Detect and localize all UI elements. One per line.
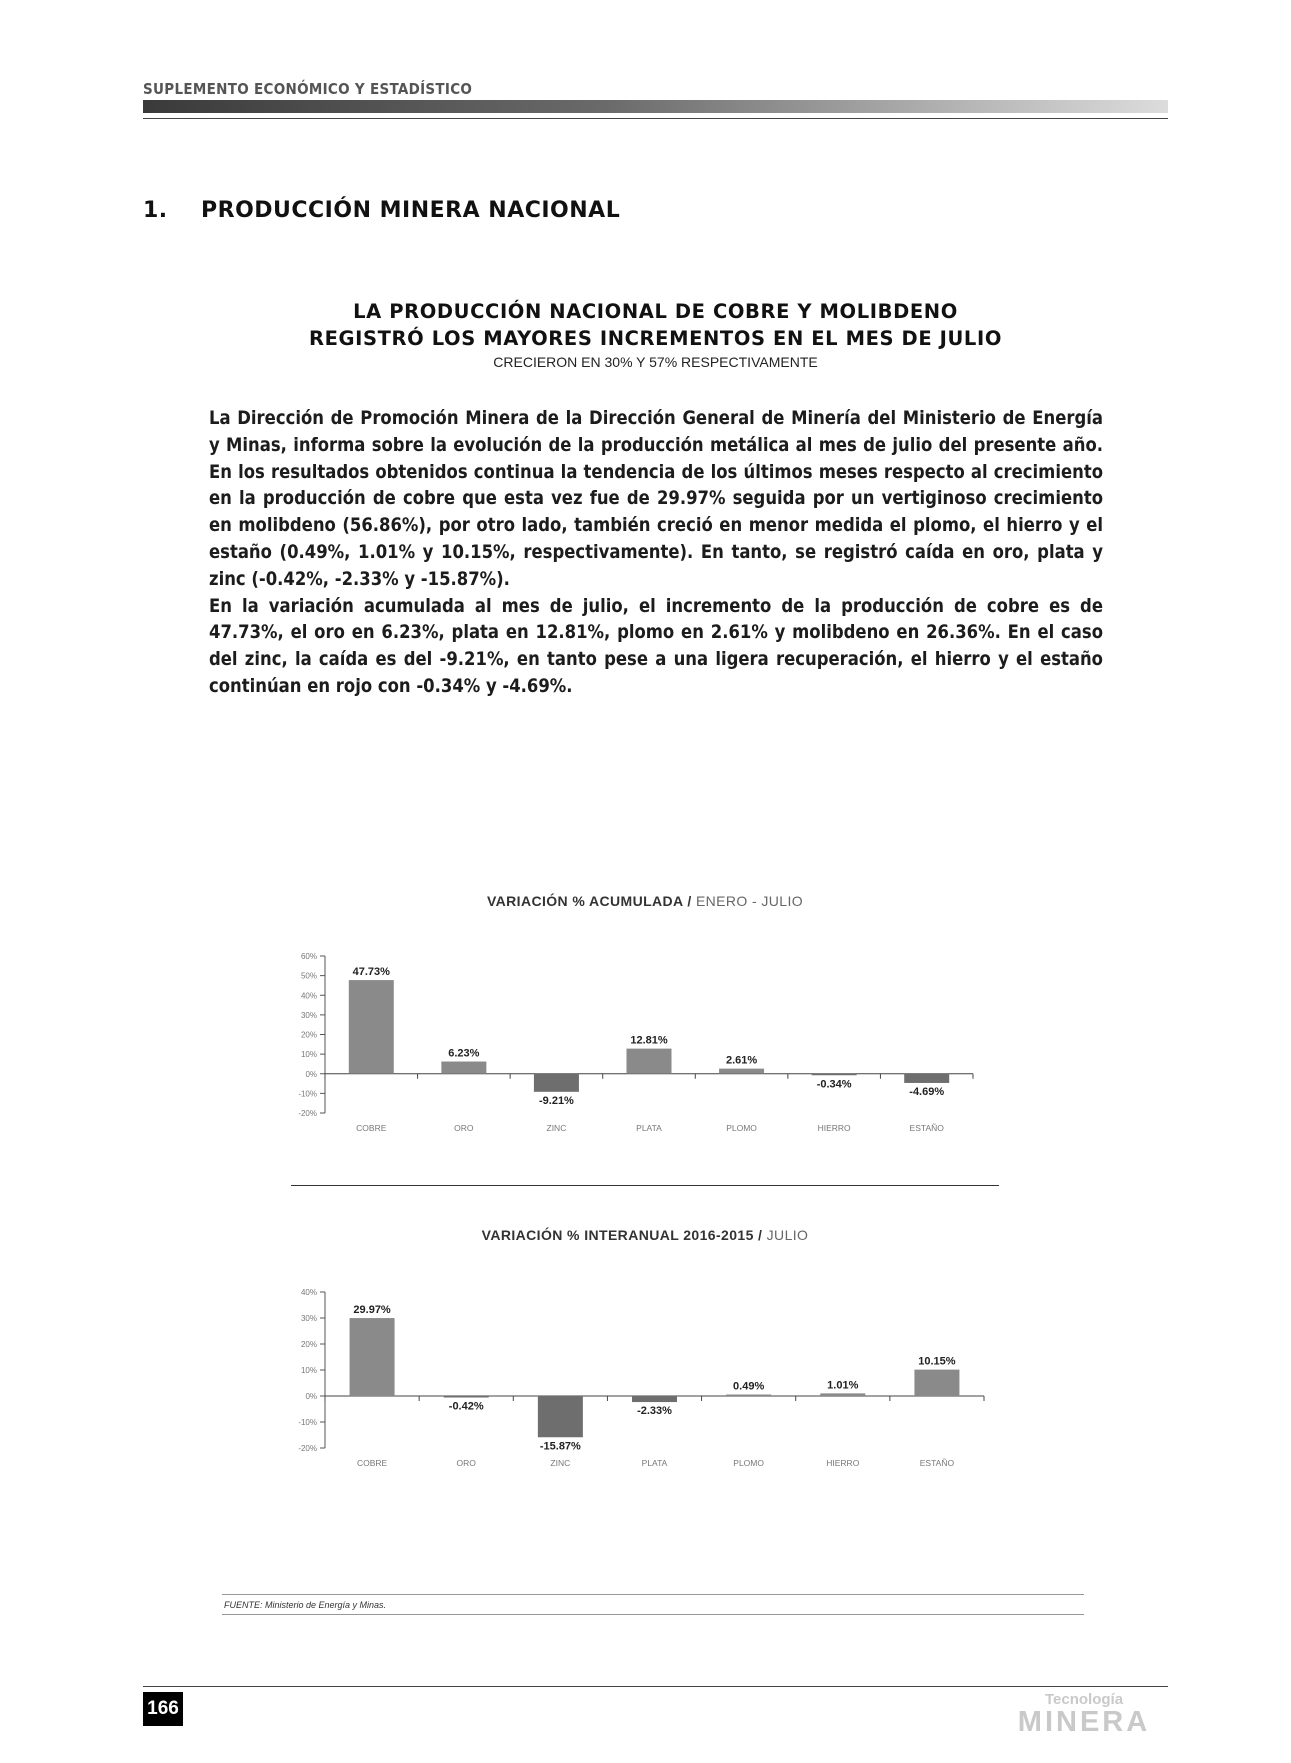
y-tick-label: 30%	[300, 1010, 317, 1020]
running-header: SUPLEMENTO ECONÓMICO Y ESTADÍSTICO	[143, 80, 473, 98]
headline-line-1: LA PRODUCCIÓN NACIONAL DE COBRE Y MOLIBDENO	[353, 300, 958, 323]
data-label: 6.23%	[448, 1047, 480, 1060]
bar	[444, 1396, 489, 1398]
x-tick-label: ORO	[454, 1123, 474, 1133]
x-tick-label: ZINC	[550, 1458, 571, 1468]
source-rule-top	[222, 1594, 1084, 1595]
x-tick-label: ORO	[456, 1458, 476, 1468]
data-label: -15.87%	[539, 1440, 581, 1453]
y-tick-label: 60%	[300, 952, 317, 961]
section-title: PRODUCCIÓN MINERA NACIONAL	[201, 198, 621, 223]
y-tick-label: 20%	[300, 1030, 317, 1040]
y-tick-label: 10%	[300, 1366, 317, 1375]
bar	[726, 1395, 771, 1397]
article-body	[209, 406, 1103, 701]
body-paragraph-2: En la variación acumulada al mes de julio, el incremento de la producción de cobre es de 47.73%, el oro en 6.23%, plata en 12.81%, plomo en 2.61% y molibdeno en 26.36%. En el caso del zinc, la caída es del -9.21%, en tanto pese a una ligera recuperación, el hierro y el estaño continúan en rojo con -0.34% y -4.69%.	[209, 595, 1103, 697]
y-tick-label: -10%	[298, 1418, 317, 1427]
chart-1-title-accent: ENERO - JULIO	[695, 893, 804, 909]
x-tick-label: PLOMO	[733, 1458, 764, 1468]
section-number: 1.	[143, 198, 168, 223]
x-tick-label: PLATA	[636, 1123, 662, 1133]
bar	[627, 1049, 672, 1074]
chart-1-bar-chart	[280, 940, 1000, 1140]
data-label: 2.61%	[725, 1054, 758, 1067]
chart-1-title-main: VARIACIÓN % ACUMULADA /	[486, 893, 692, 909]
data-label: -2.33%	[637, 1405, 672, 1418]
y-tick-label: -20%	[298, 1109, 317, 1118]
chart-2-title-accent: JULIO	[766, 1227, 809, 1243]
header-rule	[143, 118, 1168, 119]
chart-1-title	[291, 893, 999, 909]
y-tick-label: -20%	[298, 1444, 317, 1453]
x-tick-label: ZINC	[546, 1123, 567, 1133]
body-paragraph-1: La Dirección de Promoción Minera de la Dirección General de Minería del Ministerio de Energía y Minas, informa sobre la evolución de la producción metálica al mes de julio del presente año. En los resultados obtenidos continua la tendencia de los últimos meses respecto al crecimiento en la producción de cobre que esta vez fue de 29.97% seguida por un vertiginoso crecimiento en molibdeno (56.86%), por otro lado, también creció en menor medida el plomo, el hierro y el estaño (0.49%, 1.01% y 10.15%, respectivamente). En tanto, se registró caída en oro, plata y zinc (-0.42%, -2.33% y -15.87%).	[209, 408, 1103, 590]
bar	[632, 1396, 677, 1402]
bar	[914, 1370, 959, 1396]
data-label: 10.15%	[918, 1355, 956, 1368]
brand-line-2: MINERA	[1017, 1706, 1151, 1738]
y-tick-label: 0%	[305, 1069, 317, 1079]
bar	[904, 1074, 949, 1083]
section-heading	[143, 198, 620, 223]
x-tick-label: ESTAÑO	[909, 1123, 944, 1133]
data-label: 47.73%	[352, 966, 390, 979]
bar	[812, 1074, 857, 1076]
data-label: 0.49%	[733, 1380, 765, 1393]
data-label: -0.34%	[816, 1078, 852, 1091]
bar	[441, 1062, 486, 1074]
brand-line-1: Tecnología	[1044, 1691, 1124, 1708]
y-tick-label: 30%	[300, 1314, 317, 1323]
chart-2-title-main: VARIACIÓN % INTERANUAL 2016-2015 /	[481, 1227, 763, 1243]
data-label: -4.69%	[909, 1085, 945, 1098]
bar	[534, 1074, 579, 1092]
source-note: FUENTE: Ministerio de Energía y Minas.	[224, 1600, 387, 1610]
article-headline	[143, 298, 1168, 370]
y-tick-label: 50%	[300, 971, 317, 981]
bar	[820, 1393, 865, 1396]
bar	[350, 1318, 395, 1396]
brand-logo	[1000, 1692, 1168, 1736]
y-tick-label: 20%	[300, 1340, 317, 1349]
bar	[349, 980, 394, 1074]
data-label: -0.42%	[448, 1400, 484, 1413]
x-tick-label: COBRE	[356, 1123, 387, 1133]
bar	[719, 1069, 764, 1074]
headline-subtitle: CRECIERON EN 30% Y 57% RESPECTIVAMENTE	[493, 354, 818, 370]
x-tick-label: PLOMO	[726, 1123, 757, 1133]
data-label: -9.21%	[538, 1094, 574, 1107]
data-label: 1.01%	[827, 1379, 859, 1392]
source-rule-bottom	[222, 1614, 1084, 1615]
header-gradient-bar	[143, 100, 1168, 113]
y-tick-label: -10%	[298, 1089, 317, 1099]
y-tick-label: 40%	[300, 991, 317, 1001]
footer-rule	[143, 1686, 1168, 1687]
x-tick-label: HIERRO	[826, 1458, 860, 1468]
x-tick-label: ESTAÑO	[919, 1458, 955, 1468]
y-tick-label: 0%	[305, 1392, 317, 1401]
chart-2-bar-chart	[280, 1278, 1000, 1478]
data-label: 29.97%	[353, 1304, 391, 1317]
y-tick-label: 40%	[300, 1288, 317, 1297]
y-tick-label: 10%	[300, 1050, 317, 1060]
x-tick-label: HIERRO	[817, 1123, 851, 1133]
data-label: 12.81%	[630, 1034, 668, 1047]
x-tick-label: PLATA	[641, 1458, 668, 1468]
chart-divider	[291, 1185, 999, 1186]
x-tick-label: COBRE	[356, 1458, 388, 1468]
chart-2-title	[291, 1227, 999, 1243]
page-number: 166	[143, 1692, 183, 1726]
headline-line-2: REGISTRÓ LOS MAYORES INCREMENTOS EN EL MES DE JULIO	[308, 327, 1002, 350]
bar	[538, 1396, 583, 1437]
